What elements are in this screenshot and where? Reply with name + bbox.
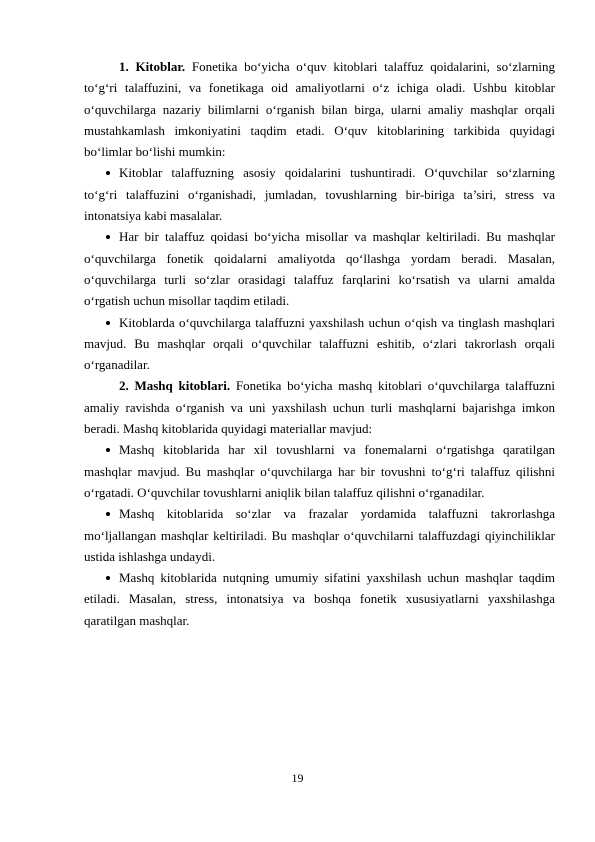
section-2-paragraph: [84, 375, 555, 439]
list-item: [84, 226, 555, 311]
bullet-icon: [106, 321, 110, 325]
list-item-text: Kitoblarda o‘quvchilarga talaffuzni yaxshilash uchun o‘qish va tinglash mashqlari mavjud. Bu mashqlar orqali o‘quvchilar talaffuzni eshitib, o‘zlari takrorlash orqali o‘rganadilar.: [84, 314, 555, 373]
bullet-icon: [106, 576, 110, 580]
list-item: [84, 567, 555, 631]
list-item-text: Mashq kitoblarida nutqning umumiy sifatini yaxshilash uchun mashqlar taqdim etiladi. Masalan, stress, intonatsiya va boshqa fonetik xususiyatlarni yaxshilashga qaratilgan mashqlar.: [84, 570, 555, 628]
section-1-intro: Fonetika bo‘yicha o‘quv kitoblari talaffuz qoidalarini, so‘zlarning to‘g‘ri talaffuzini, va fonetikaga oid amaliyotlarni o‘z ichiga oladi. Ushbu kitoblar o‘quvchilarga nazariy bilimlarni o‘rganish bilan birga, ularni amaliy mashqlar orqali mustahkamlash imkoniyatini taqdim etadi. O‘quv kitoblarining tarkibida quyidagi bo‘limlar bo‘lishi mumkin:: [84, 59, 556, 160]
section-1-paragraph: [84, 56, 555, 162]
page-number: 19: [291, 771, 304, 785]
list-item: [84, 439, 555, 503]
list-item: [84, 312, 555, 376]
section-1-heading: 1. Kitoblar.: [119, 59, 186, 74]
bullet-icon: [106, 512, 110, 516]
section-2-intro: Fonetika bo‘yicha mashq kitoblari o‘quvchilarga talaffuzni amaliy ravishda o‘rganish va uni yaxshilash uchun turli mashqlarni bajarishga imkon beradi. Mashq kitoblarida quyidagi materiallar mavjud:: [84, 378, 555, 437]
list-item-text: Mashq kitoblarida so‘zlar va frazalar yordamida talaffuzni takrorlashga mo‘ljallangan mashqlar keltiriladi. Bu mashqlar o‘quvchilarni talaffuzdagi qiyinchiliklar ustida ishlashga undaydi.: [84, 506, 555, 564]
section-2-heading: 2. Mashq kitoblari.: [119, 378, 231, 394]
list-item-text: Kitoblar talaffuzning asosiy qoidalarini tushuntiradi. O‘quvchilar so‘zlarning to‘g‘ri talaffuzini o‘rganishadi, jumladan, tovushlarning bir-biriga ta’siri, stress va intonatsiya kabi masalalar.: [84, 165, 555, 224]
list-item-text: Har bir talaffuz qoidasi bo‘yicha misollar va mashqlar keltiriladi. Bu mashqlar o‘quvchilarga fonetik qoidalarni amaliyotda qo‘llashga yordam beradi. Masalan, o‘quvchilarga turli so‘zlar orasidagi talaffuz farqlarini ko‘rsatish va ularni amalda o‘rgatish uchun misollar taqdim etiladi.: [84, 229, 555, 309]
bullet-icon: [106, 171, 110, 175]
document-body: [84, 56, 555, 631]
list-item-text: Mashq kitoblarida har xil tovushlarni va fonemalarni o‘rgatishga qaratilgan mashqlar mavjud. Bu mashqlar o‘quvchilarga har bir tovushni to‘g‘ri talaffuz qilishni o‘rgatadi. O‘quvchilar tovushlarni aniqlik bilan talaffuz qilishni o‘rganadilar.: [84, 442, 555, 500]
list-item: [84, 503, 555, 567]
list-item: [84, 162, 555, 226]
bullet-icon: [106, 448, 110, 452]
bullet-icon: [106, 235, 110, 239]
